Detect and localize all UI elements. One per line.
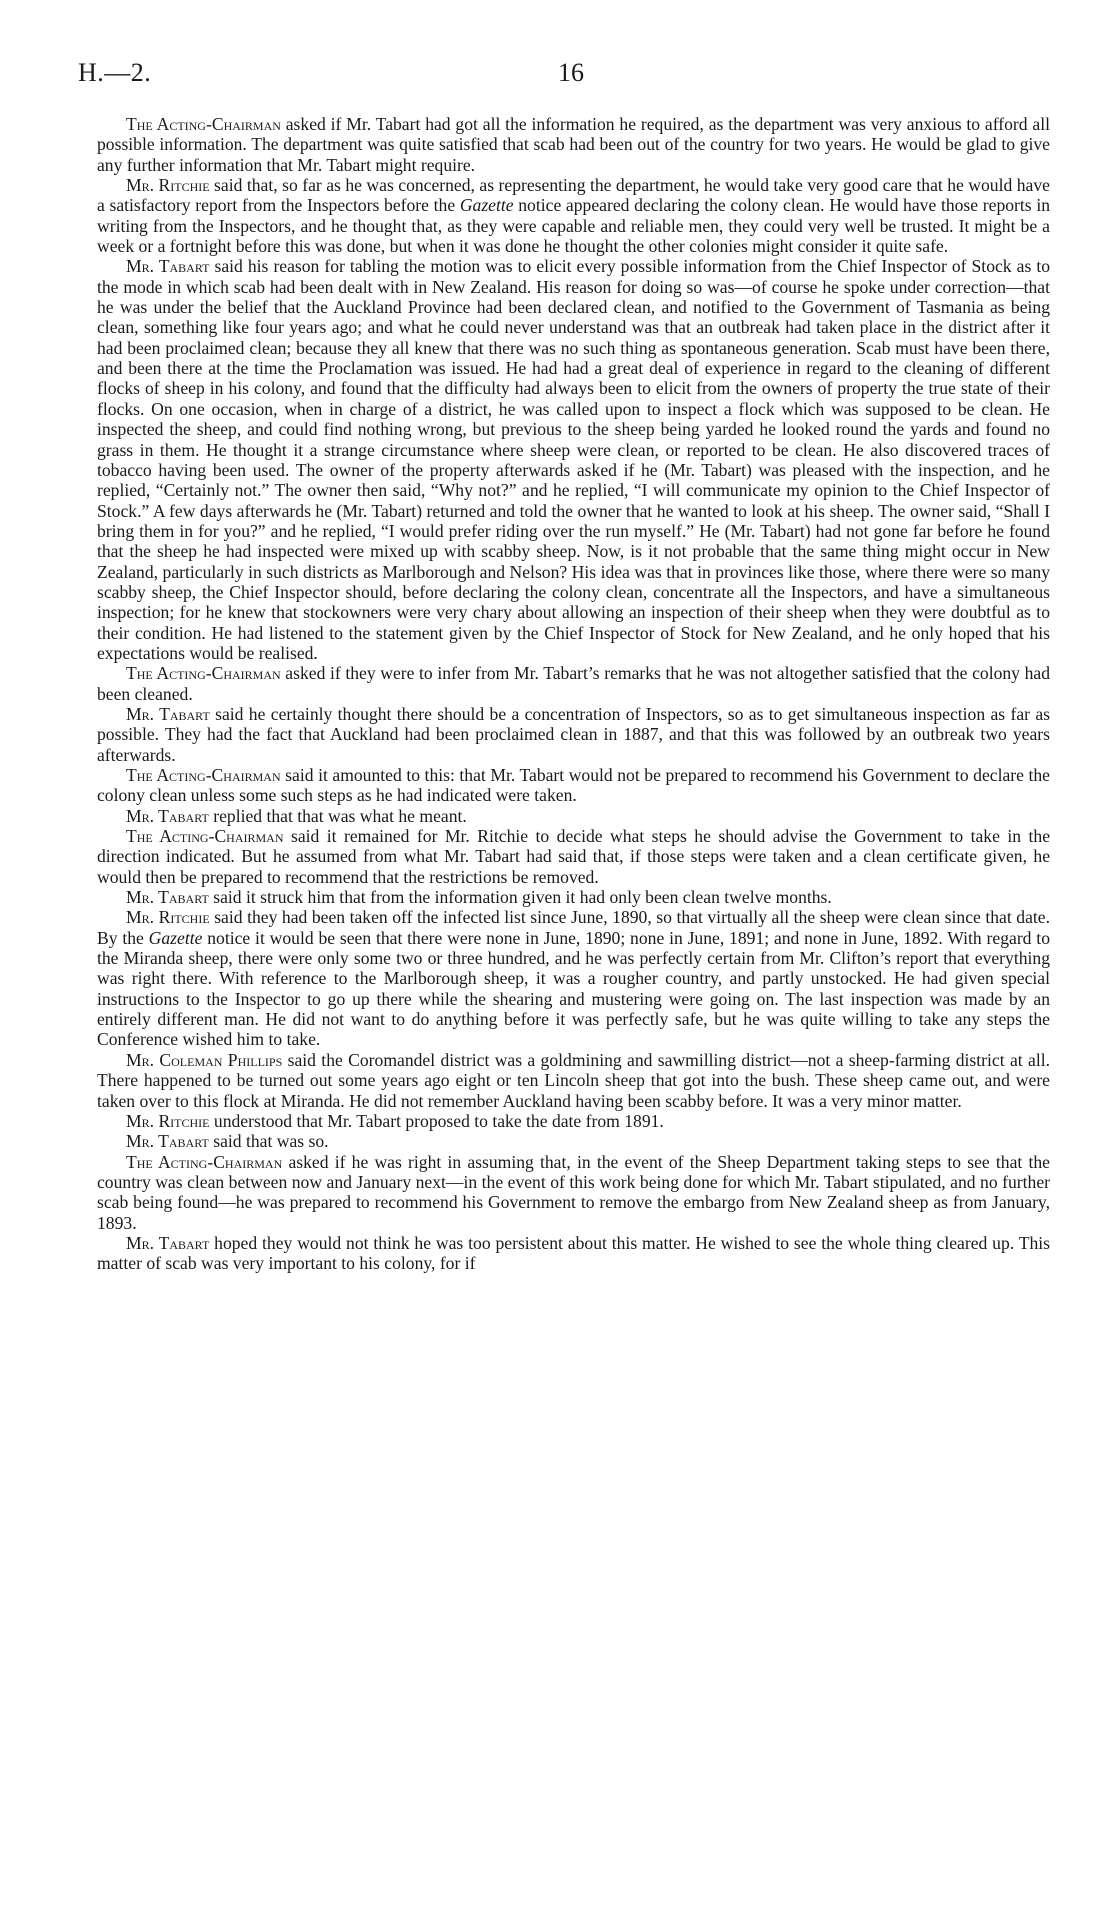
paragraph-text: said that was so. [208, 1131, 329, 1152]
speaker-name: Mr. Ritchie [126, 1110, 210, 1131]
paragraph [97, 1111, 1050, 1131]
speaker-name: The Acting-Chairman [126, 826, 284, 847]
speaker-name: The Acting-Chairman [126, 663, 281, 684]
paragraph [97, 1152, 1050, 1233]
paragraph-text: replied that that was what he meant. [208, 805, 467, 826]
italic-text: Gazette [148, 927, 203, 948]
speaker-name: Mr. Ritchie [126, 175, 210, 196]
speaker-name: Mr. Tabart [126, 703, 210, 724]
paragraph-text: said the Coromandel district was a goldmining and sawmilling district—not a sheep-farming district at all. There happened to be turned out some years ago eight or ten Lincoln sheep that got into the bush. These sheep came out, and were taken over to this flock at Miranda. He did not remember Auckland having been scabby before. It was a very minor matter. [97, 1049, 1050, 1111]
page-number: 16 [558, 58, 584, 87]
paragraph-text: hoped they would not think he was too persistent about this matter. He wished to see the whole thing cleared up. This matter of scab was very important to his colony, for if [97, 1232, 1050, 1274]
speaker-name: Mr. Tabart [126, 1232, 210, 1253]
body-text [97, 114, 1050, 1274]
page-header [78, 58, 1038, 98]
paragraph-text: said it remained for Mr. Ritchie to decide what steps he should advise the Government to take in the direction indicated. But he assumed from what Mr. Tabart had said that, if those steps were taken and a clean certificate given, he would then be prepared to recommend that the restrictions be removed. [97, 826, 1050, 887]
paragraph-text: notice appeared declaring the colony clean. He would have those reports in writing from the Inspectors, and he thought that, as they were capable and reliable men, they could very well be trusted. It might be a week or a fortnight before this was done, but when it was done he thought the other colonies might consider it quite safe. [97, 195, 1051, 257]
paragraph-text: said that, so far as he was concerned, as representing the department, he would take very good care that he would have a satisfactory report from the Inspectors before the [97, 175, 1050, 216]
document-reference: H.—2. [78, 58, 152, 87]
speaker-name: Mr. Tabart [126, 1131, 209, 1152]
paragraph-text: understood that Mr. Tabart proposed to take the date from 1891. [209, 1110, 664, 1131]
speaker-name: The Acting-Chairman [126, 765, 281, 785]
paragraph [97, 1050, 1050, 1111]
speaker-name: Mr. Ritchie [126, 907, 210, 928]
paragraph-text: said he certainly thought there should be a concentration of Inspectors, so as to get simultaneous inspection as far as possible. They had the fact that Auckland had been proclaimed clean in 1887, and that this was followed by an outbreak two years afterwards. [97, 703, 1051, 765]
italic-text: Gazette [459, 195, 514, 216]
paragraph-text: said they had been taken off the infected list since June, 1890, so that virtually all the sheep were clean since that date. By the [97, 907, 1050, 948]
paragraph-text: said it struck him that from the information given it had only been clean twelve months. [208, 887, 832, 908]
speaker-name: Mr. Tabart [126, 256, 210, 277]
paragraph-text: asked if Mr. Tabart had got all the information he required, as the department was very anxious to afford all possible information. The department was quite satisfied that scab had been out of the country for two years. He would be glad to give any further information that Mr. Tabart might require. [97, 114, 1050, 175]
paragraph [97, 663, 1050, 704]
paragraph [97, 826, 1050, 887]
paragraph [97, 704, 1050, 765]
paragraph-text: asked if he was right in assuming that, in the event of the Sheep Department taking steps to see that the country was clean between now and January next—in the event of this work being done for which Mr. Tabart stipulated, and no further scab being found—he was prepared to recommend his Government to remove the embargo from New Zealand sheep as from January, 1893. [97, 1151, 1050, 1233]
paragraph-text: asked if they were to infer from Mr. Tabart’s remarks that he was not altogether satisfied that the colony had been cleaned. [97, 663, 1050, 704]
paragraph-text: said his reason for tabling the motion was to elicit every possible information from the Chief Inspector of Stock as to the mode in which scab had been dealt with in New Zealand. His reason for doing so was—of course he spoke under correction—that he was under the belief that the Auckland Province had been declared clean, and notified to the Government of Tasmania as being clean, something like four years ago; and what he could never understand was that an outbreak had taken place in the district after it had been proclaimed clean; because they all knew that there was no such thing as spontaneous generation. Scab must have been there, and been there at the time the Proclamation was issued. He had had a great deal of experience in regard to the cleaning of different flocks of sheep in his colony, and found that the difficulty had always been to elicit from the owners of property the true state of their flocks. On one occasion, when in charge of a district, he was called upon to inspect a flock which was supposed to be clean. He inspected the sheep, and could find nothing wrong, but previous to the sheep being yarded he looked round the yards and found no grass in them. He thought it a strange circumstance where sheep were clean, or reported to be clean. He also discovered traces of tobacco having been used. The owner of the property afterwards asked if he (Mr. Tabart) was pleased with the inspection, and he replied, “Certainly not.” The owner then said, “Why not?” and he replied, “I will communicate my opinion to the Chief Inspector of Stock.” A few days afterwards he (Mr. Tabart) returned and told the owner that he wanted to look at his sheep. The owner said, “Shall I bring them in for you?” and he replied, “I would prefer riding over the run myself.” He (Mr. Tabart) had not gone far before he found that the sheep he had inspected were mixed up with scabby sheep. Now, is it not probable that the same thing might occur in New Zealand, particularly in such districts as Marlborough and Nelson? His idea was that in provinces like those, where there were so many scabby sheep, the Chief Inspector should, before declaring the colony clean, concentrate all the Inspectors, and have a simultaneous inspection; for he knew that stockowners were very chary about allowing an inspection of their sheep when they were doubtful as to their condition. He had listened to the statement given by the Chief Inspector of Stock for New Zealand, and he only hoped that his expectations would be realised. [97, 256, 1051, 663]
paragraph [97, 887, 1050, 907]
paragraph-text: notice it would be seen that there were none in June, 1890; none in June, 1891; and none in June, 1892. With regard to the Miranda sheep, there were only some two or three hundred, and he was perfectly certain from Mr. Clifton’s report that everything was right there. With reference to the Marlborough sheep, it was a rougher country, and partly unstocked. He had given special instructions to the Inspector to go up there while the shearing and mustering were going on. The last inspection was made by an entirely different man. He did not want to do anything before it was perfectly safe, but he was quite willing to take any steps the Conference wished him to take. [97, 927, 1050, 1050]
paragraph [97, 114, 1050, 175]
paragraph [97, 175, 1050, 256]
speaker-name: The Acting-Chairman [126, 1151, 283, 1172]
paragraph [97, 806, 1050, 826]
paragraph [97, 1233, 1050, 1274]
paragraph [97, 765, 1050, 806]
paragraph-text: said it amounted to this: that Mr. Tabart would not be prepared to recommend his Government to declare the colony clean unless some such steps as he had indicated were taken. [97, 765, 1050, 806]
paragraph [97, 1131, 1050, 1151]
speaker-name: Mr. Coleman Phillips [126, 1049, 283, 1070]
speaker-name: Mr. Tabart [126, 805, 209, 826]
speaker-name: The Acting-Chairman [126, 114, 281, 134]
speaker-name: Mr. Tabart [126, 887, 209, 908]
paragraph [97, 907, 1050, 1049]
paragraph [97, 256, 1050, 663]
